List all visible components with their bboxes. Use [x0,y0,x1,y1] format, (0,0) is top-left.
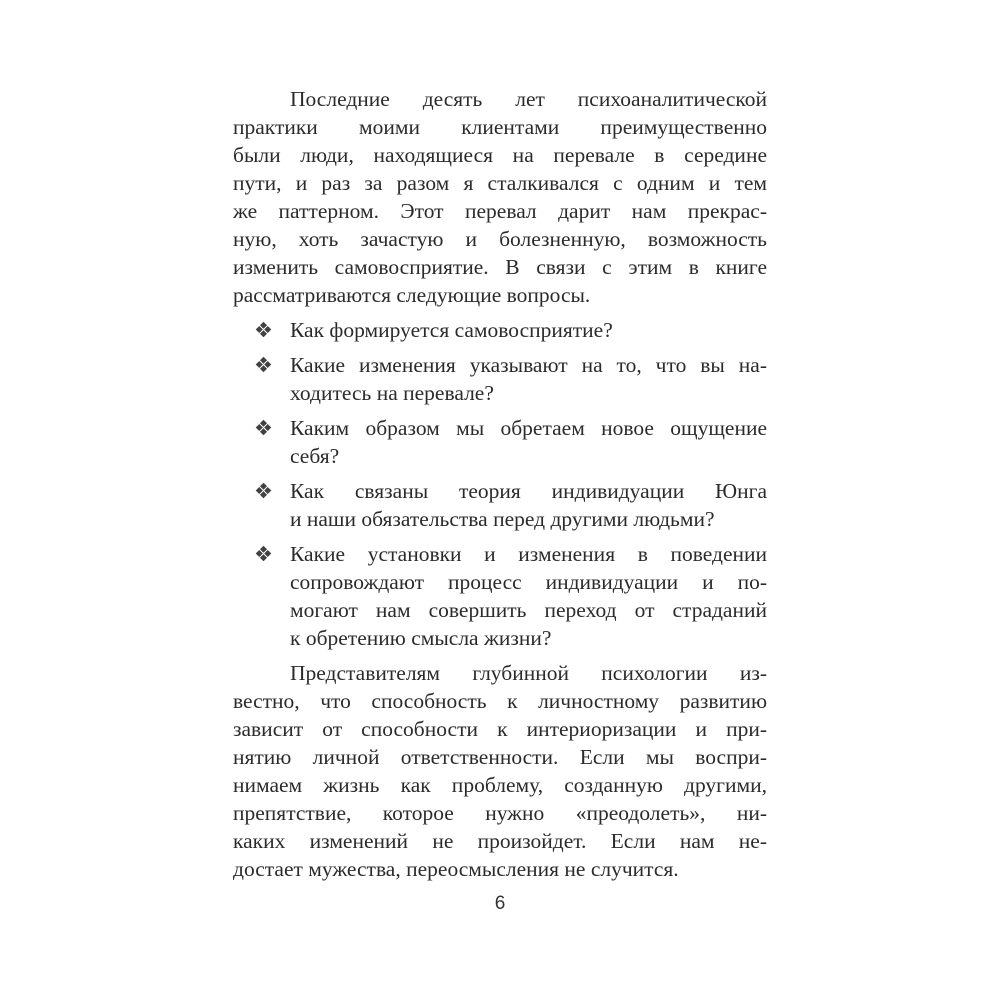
question-text [290,351,767,407]
question-list-item [233,414,767,470]
question-list [233,316,767,652]
text-line: Как связаны теория индивидуации Юнга [290,479,767,503]
text-line: пути, и раз за разом я сталкивался с одним и тем [233,171,767,195]
text-line: Какие установки и изменения в поведении [290,542,767,566]
diamond-bullet-icon [256,483,272,499]
text-line: практики моими клиентами преимущественно [233,115,767,139]
diamond-bullet-icon [256,322,272,338]
question-list-item [233,316,767,344]
question-text [290,540,767,652]
text-line: достает мужества, переосмысления не случится. [233,857,679,881]
text-line: Как формируется самовосприятие? [290,318,613,342]
question-list-item [233,540,767,652]
question-list-item [233,351,767,407]
text-line: Какие изменения указывают на то, что вы на- [290,353,767,377]
text-line: нятию личной ответственности. Если мы воспри- [233,745,767,769]
text-block [233,85,767,890]
diamond-bullet-icon [256,420,272,436]
text-line: Представителям глубинной психологии из- [290,661,767,685]
text-line: вестно, что способность к личностному развитию [233,689,767,713]
paragraph-2 [233,659,767,883]
question-text [290,316,767,344]
diamond-bullet-icon [256,357,272,373]
text-line: препятствие, которое нужно «преодолеть», ни- [233,801,767,825]
text-line: себя? [290,444,340,468]
page-number: 6 [494,893,506,914]
question-text [290,477,767,533]
text-line: Каким образом мы обретаем новое ощущение [290,416,767,440]
text-line: могают нам совершить переход от страданий [290,598,767,622]
text-line: ную, хоть зачастую и болезненную, возможность [233,227,767,251]
text-line: изменить самовосприятие. В связи с этим в книге [233,255,767,279]
question-list-item [233,477,767,533]
paragraph-1 [233,85,767,309]
text-line: каких изменений не произойдет. Если нам не- [233,829,767,853]
text-line: нимаем жизнь как проблему, созданную другими, [233,773,767,797]
text-line: же паттерном. Этот перевал дарит нам прекрас- [233,199,767,223]
text-line: ходитесь на перевале? [290,381,494,405]
text-line: к обретению смысла жизни? [290,626,552,650]
text-line: Последние десять лет психоаналитической [290,87,767,111]
text-line: рассматриваются следующие вопросы. [233,283,591,307]
text-line: сопровождают процесс индивидуации и по- [290,570,767,594]
question-text [290,414,767,470]
diamond-bullet-icon [256,546,272,562]
text-line: были люди, находящиеся на перевале в середине [233,143,767,167]
text-line: зависит от способности к интериоризации и при- [233,717,767,741]
text-line: и наши обязательства перед другими людьми? [290,507,715,531]
